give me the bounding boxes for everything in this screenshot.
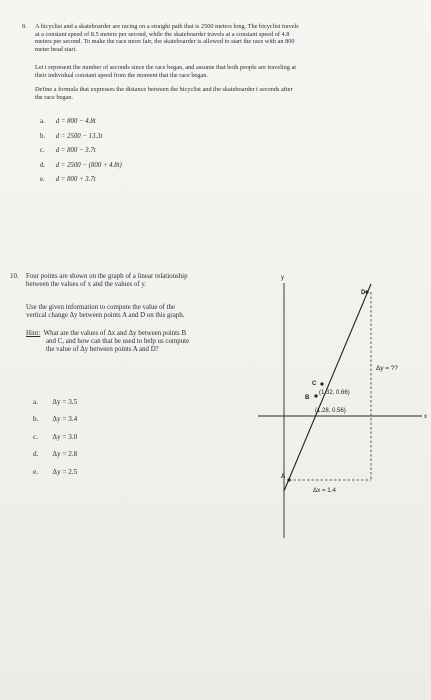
point-d-label: D bbox=[361, 290, 366, 296]
hint-line: What are the values of Δx and Δy between points B bbox=[43, 330, 187, 337]
option-text: d = 2500 − (800 + 4.8t) bbox=[55, 161, 122, 169]
point-c-label: C bbox=[312, 381, 317, 387]
option-text: d = 800 − 4.8t bbox=[55, 118, 96, 125]
option-text: Δy = 3.4 bbox=[52, 415, 78, 424]
option-letter: c. bbox=[33, 432, 38, 441]
q10-line: Four points are shown on the graph of a linear relationship bbox=[26, 273, 188, 280]
option-letter: b. bbox=[40, 132, 46, 140]
option-letter: e. bbox=[40, 176, 45, 183]
q9-task-line: the race began. bbox=[35, 93, 73, 101]
q9-line: A bicyclist and a skateboarder are racing on a straight path that is 2500 meters long. The bicyclist travels bbox=[35, 23, 299, 30]
option-letter: a. bbox=[40, 118, 45, 125]
point-a bbox=[287, 478, 290, 481]
q10-task-line: Use the given information to compute the value of the bbox=[26, 304, 176, 311]
option-letter: c. bbox=[40, 147, 45, 154]
coord-b-label: (1.28, 0.56) bbox=[315, 408, 346, 414]
delta-y-label: Δy = ?? bbox=[376, 365, 398, 372]
delta-x-label: Δx = 1.4 bbox=[313, 487, 336, 494]
point-b-label: B bbox=[305, 395, 310, 401]
point-a-label: A bbox=[281, 474, 286, 480]
option-letter: a. bbox=[33, 398, 38, 406]
option-text: d = 800 + 3.7t bbox=[55, 176, 96, 183]
point-d bbox=[365, 290, 368, 293]
q9-task-line: Define a formula that expresses the distance between the bicyclist and the skateboarder t seconds after bbox=[35, 86, 293, 93]
q9-line: at a constant speed of 8.5 meters per second, while the skateboarder travels at a constant speed of 4.8 bbox=[35, 30, 290, 38]
q9-number: 9. bbox=[22, 23, 27, 30]
linear-line bbox=[284, 284, 371, 491]
q9-line: meter head start. bbox=[35, 45, 77, 53]
option-letter: d. bbox=[40, 161, 46, 169]
y-axis-label: y bbox=[281, 275, 284, 281]
option-letter: d. bbox=[33, 450, 39, 459]
q10-line: between the values of x and the values of y. bbox=[26, 281, 147, 289]
option-text: Δy = 2.5 bbox=[52, 467, 78, 476]
point-b bbox=[314, 394, 317, 397]
point-c bbox=[320, 382, 323, 385]
option-text: Δy = 3.5 bbox=[52, 398, 78, 406]
option-text: Δy = 2.8 bbox=[52, 450, 78, 459]
hint-line: and C, and how can that be used to help us compute bbox=[46, 338, 190, 346]
x-axis-label: x bbox=[424, 414, 427, 420]
q10-task-line: vertical change Δy between points A and D on this graph. bbox=[26, 312, 185, 320]
hint-line: the value of Δy between points A and D? bbox=[46, 346, 159, 354]
q10-number: 10. bbox=[10, 273, 19, 280]
option-letter: b. bbox=[33, 415, 39, 424]
option-text: Δy = 3.0 bbox=[52, 432, 78, 441]
coord-c-label: (1.32, 0.66) bbox=[319, 390, 350, 396]
q9-line: meters per second. To make the race more fair, the skateboarder is allowed to start the race with an 800 bbox=[35, 38, 295, 46]
hint-label: Hint: bbox=[26, 330, 41, 337]
option-letter: e. bbox=[33, 467, 38, 476]
option-text: d = 2500 − 13.3t bbox=[55, 132, 103, 140]
q9-def-line: their individual constant speed from the moment that the race began. bbox=[35, 71, 208, 79]
option-text: d = 800 − 3.7t bbox=[55, 147, 96, 154]
q9-def-line: Let t represent the number of seconds since the race began, and assume that both people are traveling at bbox=[35, 64, 297, 71]
